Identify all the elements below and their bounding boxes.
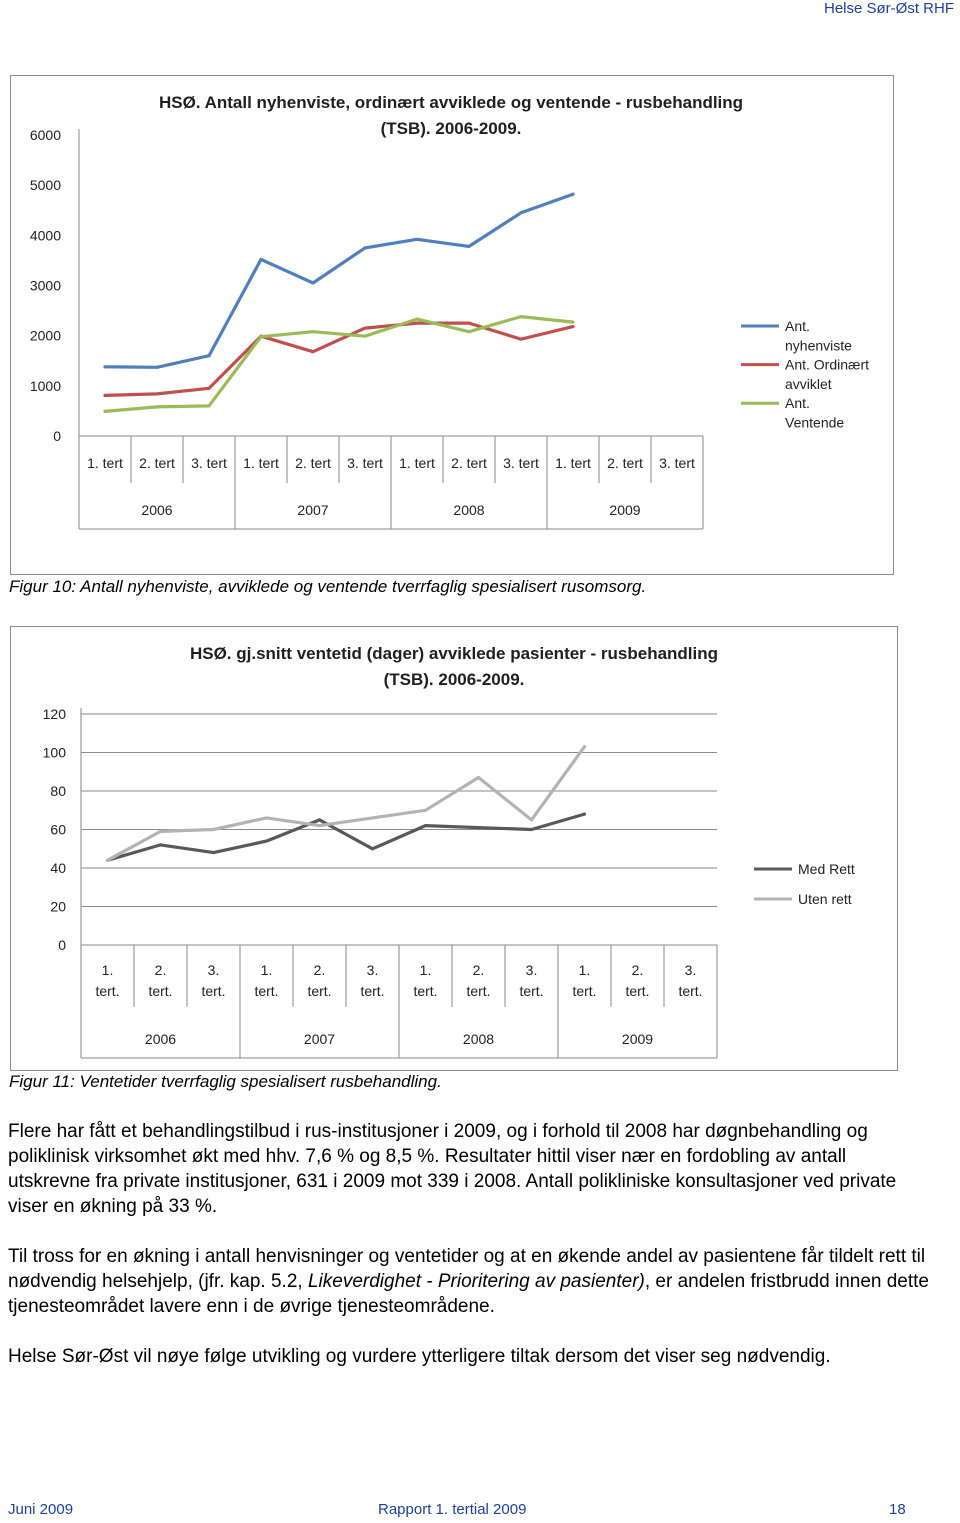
chart2-title-line: HSØ. gj.snitt ventetid (dager) avviklede pasienter - rusbehandling xyxy=(189,644,719,663)
chart2-x-tick-label: tert. xyxy=(466,983,491,999)
chart1-year-label: 2008 xyxy=(453,502,485,518)
chart1-y-tick-label: 1000 xyxy=(29,377,61,394)
chart2-data-point xyxy=(477,776,480,779)
chart2-data-point xyxy=(371,847,374,850)
figure-1-caption: Figur 10: Antall nyhenviste, avviklede og ventende tverrfaglig spesialisert rusomsorg. xyxy=(9,577,647,596)
chart1-data-point xyxy=(364,327,367,330)
chart1-year-label: 2006 xyxy=(141,502,173,518)
chart2-y-tick-label: 20 xyxy=(50,898,66,915)
chart1-data-point xyxy=(156,392,159,395)
chart1-x-tick-label: 2. tert xyxy=(451,455,487,471)
chart1-data-point xyxy=(260,335,263,338)
chart2-y-tick-label: 80 xyxy=(50,783,66,799)
chart2-x-tick-label: tert. xyxy=(678,983,703,999)
chart1-y-tick-label: 4000 xyxy=(29,227,61,244)
chart1-data-point xyxy=(416,238,419,241)
chart2-x-tick-label: tert. xyxy=(625,983,650,999)
chart1-data-point xyxy=(416,322,419,325)
chart2-x-tick-label: tert. xyxy=(95,983,120,999)
chart1-data-point xyxy=(104,394,107,397)
chart2-y-tick-label: 100 xyxy=(42,744,66,761)
chart2-x-tick-label: tert. xyxy=(148,983,173,999)
chart2-x-tick-label: tert. xyxy=(572,983,597,999)
chart2-data-point xyxy=(212,851,215,854)
chart1-x-tick-label: 1. tert xyxy=(555,455,591,471)
chart2-x-tick-label: 3. xyxy=(366,962,379,978)
chart1-data-point xyxy=(520,338,523,341)
chart2-data-point xyxy=(583,745,586,748)
chart1-x-tick-label: 2. tert xyxy=(607,455,643,471)
chart2-year-label: 2008 xyxy=(462,1031,495,1047)
chart1-year-label: 2009 xyxy=(609,502,641,518)
chart2-x-tick-label: 3. xyxy=(525,962,538,978)
chart1-data-point xyxy=(468,330,471,333)
chart1-data-point xyxy=(312,350,315,353)
chart2-year-label: 2009 xyxy=(621,1031,654,1047)
chart2-data-point xyxy=(212,828,215,831)
chart1-data-point xyxy=(572,193,575,196)
chart2-x-tick-label: 2. xyxy=(631,962,644,978)
chart1-x-tick-label: 2. tert xyxy=(295,455,331,471)
chart1-x-tick-label: 3. tert xyxy=(659,455,695,471)
chart1-data-point xyxy=(104,410,107,413)
footer-date: Juni 2009 xyxy=(8,1501,74,1518)
chart2-data-point xyxy=(583,813,586,816)
chart2-legend-label: Med Rett xyxy=(798,861,855,877)
chart1-title-line: HSØ. Antall nyhenviste, ordinært avviklede og ventende - rusbehandling xyxy=(158,93,744,112)
chart1-data-point xyxy=(468,245,471,248)
chart2-data-point xyxy=(424,809,427,812)
chart2-x-tick-label: 1. xyxy=(101,962,114,978)
paragraph-2-start: Til tross for en økning i antall henvisninger og ventetider og at en økende andel av pasientene får tildelt rett til nødvendig helsehjelp, (jfr. kap. 5.2, xyxy=(8,1246,926,1292)
chart1-y-tick-label: 2000 xyxy=(29,327,61,344)
chart2-legend-label: Uten rett xyxy=(798,891,852,907)
chart-1-svg xyxy=(11,76,893,574)
chart-2-svg xyxy=(11,627,897,1070)
chart1-data-point xyxy=(260,258,263,261)
chart1-data-point xyxy=(312,330,315,333)
chart1-legend-label: Ventende xyxy=(785,414,845,431)
chart2-x-tick-label: tert. xyxy=(254,983,279,999)
chart2-y-tick-label: 0 xyxy=(58,937,66,953)
chart1-legend-label: Ant. xyxy=(785,395,810,412)
chart2-x-tick-label: 1. xyxy=(260,962,273,978)
chart1-y-tick-label: 0 xyxy=(53,428,61,444)
chart1-data-point xyxy=(156,405,159,408)
chart1-data-point xyxy=(312,281,315,284)
chart2-y-tick-label: 40 xyxy=(50,860,66,876)
chart1-data-point xyxy=(572,321,575,324)
chart1-data-point xyxy=(208,404,211,407)
header-brand: Helse Sør-Øst RHF xyxy=(823,0,954,17)
chart1-data-point xyxy=(468,322,471,325)
chart1-legend-label: Ant. Ordinært xyxy=(785,356,870,373)
chart1-data-point xyxy=(520,315,523,318)
body-text xyxy=(8,1119,933,1394)
chart2-series-line-2 xyxy=(108,747,585,861)
chart1-data-point xyxy=(364,246,367,249)
chart2-x-tick-label: tert. xyxy=(307,983,332,999)
chart2-x-tick-label: tert. xyxy=(360,983,385,999)
chart1-y-tick-label: 5000 xyxy=(29,177,61,194)
chart2-title-line: (TSB). 2006-2009. xyxy=(383,670,525,689)
chart1-data-point xyxy=(364,335,367,338)
chart1-x-tick-label: 1. tert xyxy=(87,455,123,471)
chart2-data-point xyxy=(318,818,321,821)
paragraph-3: Helse Sør-Øst vil nøye følge utvikling og vurdere ytterligere tiltak dersom det viser seg nødvendig. xyxy=(8,1346,831,1367)
chart1-data-point xyxy=(208,387,211,390)
chart2-x-tick-label: 2. xyxy=(472,962,485,978)
paragraph-2-italic: Likeverdighet - Prioritering av pasienter) xyxy=(307,1271,645,1292)
chart-2 xyxy=(10,626,898,1071)
chart1-x-tick-label: 3. tert xyxy=(347,455,383,471)
chart1-y-tick-label: 6000 xyxy=(29,127,61,143)
chart1-data-point xyxy=(208,354,211,357)
chart1-x-tick-label: 1. tert xyxy=(243,455,279,471)
chart2-x-tick-label: tert. xyxy=(413,983,438,999)
chart1-title-line: (TSB). 2006-2009. xyxy=(380,119,522,138)
paragraph-1: Flere har fått et behandlingstilbud i rus-institusjoner i 2009, og i forhold til 2008 har døgnbehandling og poliklinisk virksomhet økt med hhv. 7,6 % og 8,5 %. Resultater hittil viser nær en fordobling av antall utskrevne fra private institusjoner, 631 i 2009 mot 339 i 2008. Antall polikliniske konsultasjoner ved private viser en økning på 33 %. xyxy=(8,1121,897,1217)
chart2-x-tick-label: 1. xyxy=(419,962,432,978)
chart1-x-tick-label: 3. tert xyxy=(503,455,539,471)
chart2-data-point xyxy=(265,816,268,819)
footer-report: Rapport 1. tertial 2009 xyxy=(378,1501,527,1518)
chart2-data-point xyxy=(318,824,321,827)
chart1-legend-label: Ant. xyxy=(785,318,810,334)
chart1-x-tick-label: 1. tert xyxy=(399,455,435,471)
chart2-data-point xyxy=(530,818,533,821)
chart2-x-tick-label: 3. xyxy=(684,962,697,978)
paragraph-2-end: , er andelen fristbrudd innen dette tjenesteområdet lavere enn i de øvrige tjenesteområdene. xyxy=(8,1271,929,1317)
chart2-y-tick-label: 60 xyxy=(50,821,66,838)
chart2-x-tick-label: 2. xyxy=(154,962,167,978)
chart2-data-point xyxy=(159,843,162,846)
chart1-y-tick-label: 3000 xyxy=(29,277,61,294)
chart2-year-label: 2007 xyxy=(303,1031,336,1047)
chart1-data-point xyxy=(104,365,107,368)
chart2-data-point xyxy=(424,824,427,827)
figure-2-caption: Figur 11: Ventetider tverrfaglig spesialisert rusbehandling. xyxy=(9,1072,442,1091)
chart2-data-point xyxy=(106,859,109,862)
chart1-data-point xyxy=(156,366,159,369)
chart2-y-tick-label: 120 xyxy=(42,706,66,722)
chart2-data-point xyxy=(159,830,162,833)
chart1-legend-label: nyhenviste xyxy=(785,337,852,354)
footer-page-number: 18 xyxy=(889,1501,906,1518)
chart2-data-point xyxy=(530,828,533,831)
chart1-x-tick-label: 2. tert xyxy=(139,455,175,471)
chart2-data-point xyxy=(371,816,374,819)
chart2-x-tick-label: tert. xyxy=(201,983,226,999)
chart1-data-point xyxy=(416,318,419,321)
chart-1 xyxy=(10,75,894,575)
chart1-year-label: 2007 xyxy=(297,502,329,518)
chart1-data-point xyxy=(572,325,575,328)
chart2-year-label: 2006 xyxy=(144,1031,177,1047)
chart1-legend-label: avviklet xyxy=(785,375,832,392)
paragraph-2 xyxy=(8,1244,933,1319)
chart2-x-tick-label: 1. xyxy=(578,962,591,978)
chart2-x-tick-label: tert. xyxy=(519,983,544,999)
chart1-data-point xyxy=(520,211,523,214)
chart2-data-point xyxy=(477,826,480,829)
chart2-x-tick-label: 3. xyxy=(207,962,220,978)
chart2-data-point xyxy=(265,840,268,843)
chart2-x-tick-label: 2. xyxy=(313,962,326,978)
chart1-x-tick-label: 3. tert xyxy=(191,455,227,471)
